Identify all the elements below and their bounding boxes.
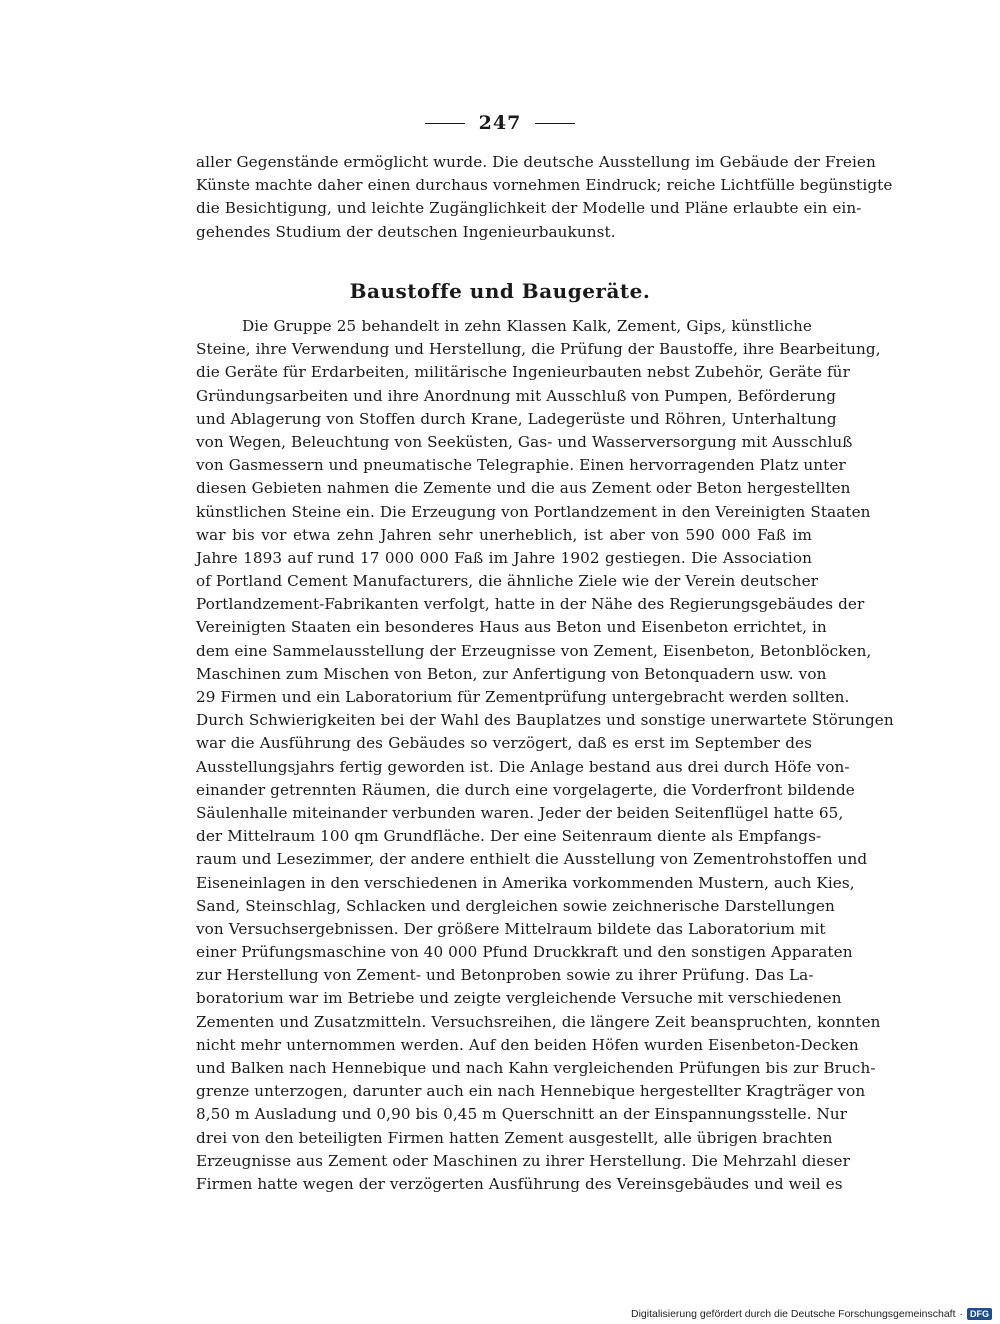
text-line: nicht mehr unternommen werden. Auf den beiden Höfen wurden Eisenbeton-Decken <box>196 1035 859 1054</box>
text-line: Ausstellungsjahrs fertig geworden ist. Die Anlage bestand aus drei durch Höfe von- <box>196 757 850 776</box>
text-line: Künste machte daher einen durchaus vornehmen Eindruck; reiche Lichtfülle begünstigte <box>196 176 893 195</box>
text-line: die Besichtigung, und leichte Zugänglichkeit der Modelle und Pläne erlaubte ein ein- <box>196 199 862 218</box>
text-line: war bis vor etwa zehn Jahren sehr unerheblich, ist aber von 590 000 Faß im <box>196 525 812 544</box>
text-line: Maschinen zum Mischen von Beton, zur Anfertigung von Betonquadern usw. von <box>196 664 827 683</box>
text-line: Portlandzement-Fabrikanten verfolgt, hatte in der Nähe des Regierungsgebäudes der <box>196 595 865 614</box>
text-line: diesen Gebieten nahmen die Zemente und die aus Zement oder Beton hergestellten <box>196 479 851 498</box>
text-line: Steine, ihre Verwendung und Herstellung, die Prüfung der Baustoffe, ihre Bearbeitung, <box>196 340 881 359</box>
paragraph-main <box>196 315 894 1196</box>
text-line: der Mittelraum 100 qm Grundfläche. Der eine Seitenraum diente als Empfangs- <box>196 827 822 846</box>
text-line: war die Ausführung des Gebäudes so verzögert, daß es erst im September des <box>196 734 812 753</box>
text-line: gehendes Studium der deutschen Ingenieurbaukunst. <box>196 222 616 241</box>
text-line: Zementen und Zusatzmitteln. Versuchsreihen, die längere Zeit beanspruchten, konnten <box>196 1012 881 1031</box>
text-line: Die Gruppe 25 behandelt in zehn Klassen Kalk, Zement, Gips, künstliche <box>242 317 812 335</box>
text-line: boratorium war im Betriebe und zeigte vergleichende Versuche mit verschiedenen <box>196 989 842 1008</box>
text-line: von Gasmessern und pneumatische Telegraphie. Einen hervorragenden Platz unter <box>196 456 846 475</box>
header-rule-left <box>425 123 465 124</box>
page-number: 247 <box>478 112 522 134</box>
text-line: Sand, Steinschlag, Schlacken und dergleichen sowie zeichnerische Darstellungen <box>196 896 835 915</box>
text-line: of Portland Cement Manufacturers, die ähnliche Ziele wie der Verein deutscher <box>196 572 819 591</box>
text-line: einer Prüfungsmaschine von 40 000 Pfund Druckkraft und den sonstigen Apparaten <box>196 943 853 962</box>
text-line: von Wegen, Beleuchtung von Seeküsten, Gas- und Wasserversorgung mit Ausschluß <box>196 432 853 451</box>
text-line: grenze unterzogen, darunter auch ein nach Hennebique hergestellter Kragträger von <box>196 1082 866 1101</box>
footer-text: Digitalisierung gefördert durch die Deutsche Forschungsgemeinschaft <box>630 1308 956 1320</box>
text-line: aller Gegenstände ermöglicht wurde. Die deutsche Ausstellung im Gebäude der Freien <box>196 153 876 171</box>
text-line: dem eine Sammelausstellung der Erzeugnisse von Zement, Eisenbeton, Betonblöcken, <box>196 641 872 660</box>
text-line: Eiseneinlagen in den verschiedenen in Amerika vorkommenden Mustern, auch Kies, <box>196 873 855 892</box>
page-header <box>0 112 1000 134</box>
text-line: einander getrennten Räumen, die durch eine vorgelagerte, die Vorderfront bildende <box>196 780 855 799</box>
text-line: zur Herstellung von Zement- und Betonproben sowie zu ihrer Prüfung. Das La- <box>196 966 814 985</box>
text-line: Gründungsarbeiten und ihre Anordnung mit Ausschluß von Pumpen, Beförderung <box>196 386 837 405</box>
text-line: Säulenhalle miteinander verbunden waren. Jeder der beiden Seitenflügel hatte 65, <box>196 803 844 822</box>
text-line: künstlichen Steine ein. Die Erzeugung von Portlandzement in den Vereinigten Staaten <box>196 502 871 521</box>
text-line: von Versuchsergebnissen. Der größere Mittelraum bildete das Laboratorium mit <box>196 919 826 938</box>
text-line: Vereinigten Staaten ein besonderes Haus aus Beton und Eisenbeton errichtet, in <box>196 618 827 637</box>
text-line: 8,50 m Ausladung und 0,90 bis 0,45 m Querschnitt an der Einspannungsstelle. Nur <box>196 1105 848 1124</box>
text-line: Erzeugnisse aus Zement oder Maschinen zu ihrer Herstellung. Die Mehrzahl dieser <box>196 1151 850 1170</box>
text-line: raum und Lesezimmer, der andere enthielt die Ausstellung von Zementrohstoffen und <box>196 850 868 869</box>
text-line: Durch Schwierigkeiten bei der Wahl des Bauplatzes und sonstige unerwartete Störungen <box>196 711 894 730</box>
text-line: und Ablagerung von Stoffen durch Krane, Ladegerüste und Röhren, Unterhaltung <box>196 409 837 428</box>
text-line: 29 Firmen und ein Laboratorium für Zementprüfung untergebracht werden sollten. <box>196 688 850 706</box>
paragraph-intro <box>196 151 893 244</box>
section-heading: Baustoffe und Baugeräte. <box>349 279 651 303</box>
text-line: die Geräte für Erdarbeiten, militärische Ingenieurbauten nebst Zubehör, Geräte für <box>196 363 850 382</box>
footer-credit: Digitalisierung gefördert durch die Deutsche Forschungsgemeinschaft · DFG <box>631 1308 992 1320</box>
text-line: Jahre 1893 auf rund 17 000 000 Faß im Jahre 1902 gestiegen. Die Association <box>196 548 812 567</box>
text-line: drei von den beteiligten Firmen hatten Zement ausgestellt, alle übrigen brachten <box>196 1128 833 1147</box>
text-line: Firmen hatte wegen der verzögerten Ausführung des Vereinsgebäudes und weil es <box>196 1174 843 1193</box>
text-line: und Balken nach Hennebique und nach Kahn vergleichenden Prüfungen bis zur Bruch- <box>196 1059 876 1077</box>
header-rule-right <box>535 123 575 124</box>
dfg-logo: DFG <box>967 1308 992 1320</box>
